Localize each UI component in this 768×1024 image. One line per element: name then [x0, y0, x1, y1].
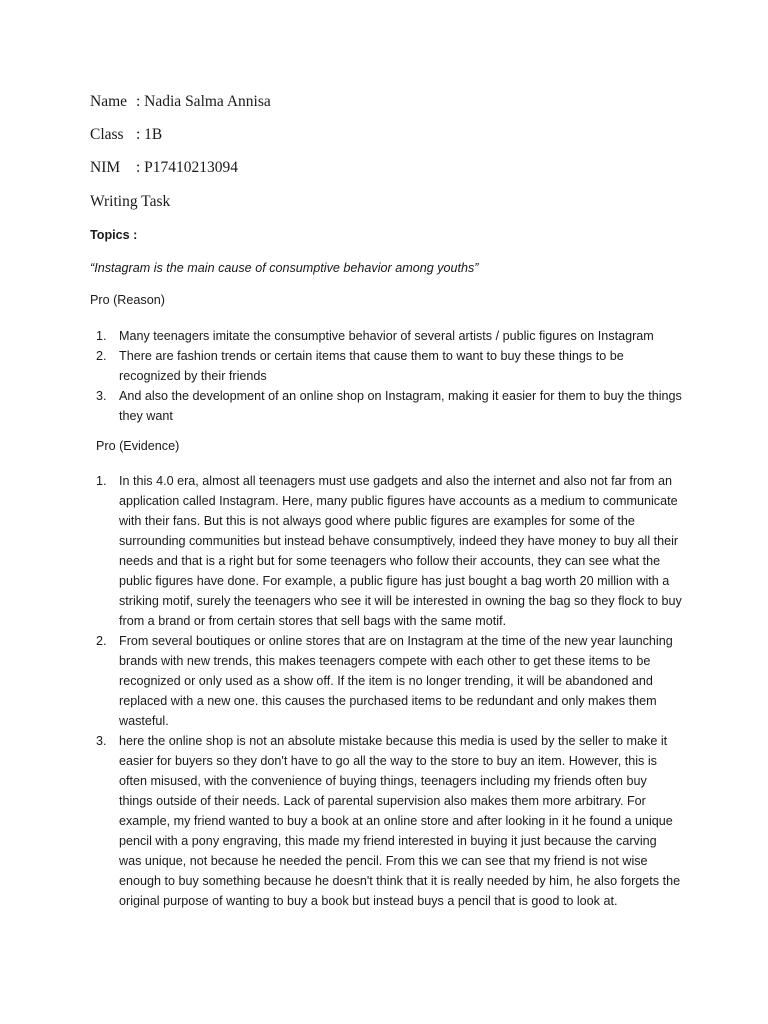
name-row	[90, 93, 271, 111]
pro-reason-heading: Pro (Reason)	[90, 293, 165, 307]
list-item-number: 3.	[96, 734, 107, 748]
name-value: : Nadia Salma Annisa	[136, 93, 271, 110]
topics-label: Topics :	[90, 228, 138, 242]
list-item-text: And also the development of an online shop on Instagram, making it easier for them to buy the things they want	[119, 389, 682, 423]
nim-row	[90, 159, 238, 177]
list-item	[96, 731, 682, 911]
list-item	[96, 326, 682, 346]
list-item-text: From several boutiques or online stores that are on Instagram at the time of the new year launching brands with new trends, this makes teenagers compete with each other to get these items to be recognized or only used as a show off. If the item is no longer trending, it will be abandoned and replaced with a new one. this causes the purchased items to be redundant and only makes them wasteful.	[119, 634, 673, 728]
list-item	[96, 346, 682, 386]
list-item	[96, 471, 682, 631]
class-label: Class	[90, 126, 124, 143]
nim-value: : P17410213094	[136, 159, 239, 176]
list-item-text: In this 4.0 era, almost all teenagers must use gadgets and also the internet and also not far from an application called Instagram. Here, many public figures have accounts as a medium to communicate with their fans. But this is not always good where public figures are examples for some of the surrounding communities but instead behave consumptively, indeed they have money to buy all their needs and that is a right but for some teenagers who follow their accounts, they can see what the public figures have done. For example, a public figure has just bought a bag worth 20 million with a striking motif, surely the teenagers who see it will be interested in owning the bag so they flock to buy from a brand or from certain stores that sell bags with the same motif.	[119, 474, 682, 628]
list-item-number: 1.	[96, 474, 107, 488]
list-item-text: here the online shop is not an absolute mistake because this media is used by the seller to make it easier for buyers so they don't have to go all the way to the store to buy an item. However, this is often misused, with the convenience of buying things, teenagers including my friends often buy things outside of their needs. Lack of parental supervision also makes them more arbitrary. For example, my friend wanted to buy a book at an online store and after looking in it he found a unique pencil with a pony engraving, this made my friend interested in buying it just because the carving was unique, not because he needed the pencil. From this we can see that my friend is not wise enough to buy something because he doesn't think that it is really needed by him, he also forgets the original purpose of wanting to buy a book but instead buys a pencil that is good to look at.	[119, 734, 681, 908]
pro-reason-list	[96, 326, 682, 426]
list-item-number: 2.	[96, 634, 107, 648]
list-item	[96, 386, 682, 426]
list-item-number: 1.	[96, 329, 107, 343]
list-item-text: Many teenagers imitate the consumptive behavior of several artists / public figures on Instagram	[119, 329, 654, 343]
list-item-number: 3.	[96, 389, 107, 403]
list-item-text: There are fashion trends or certain items that cause them to want to buy these things to be recognized by their friends	[119, 349, 624, 383]
topic-statement: “Instagram is the main cause of consumptive behavior among youths”	[90, 261, 479, 275]
name-label: Name	[90, 93, 128, 110]
nim-label: NIM	[90, 159, 121, 176]
list-item-number: 2.	[96, 349, 107, 363]
pro-evidence-list	[96, 471, 682, 911]
list-item	[96, 631, 682, 731]
class-value: : 1B	[136, 126, 163, 143]
pro-evidence-heading: Pro (Evidence)	[96, 439, 180, 453]
writing-task-title: Writing Task	[90, 193, 171, 210]
class-row	[90, 126, 162, 144]
